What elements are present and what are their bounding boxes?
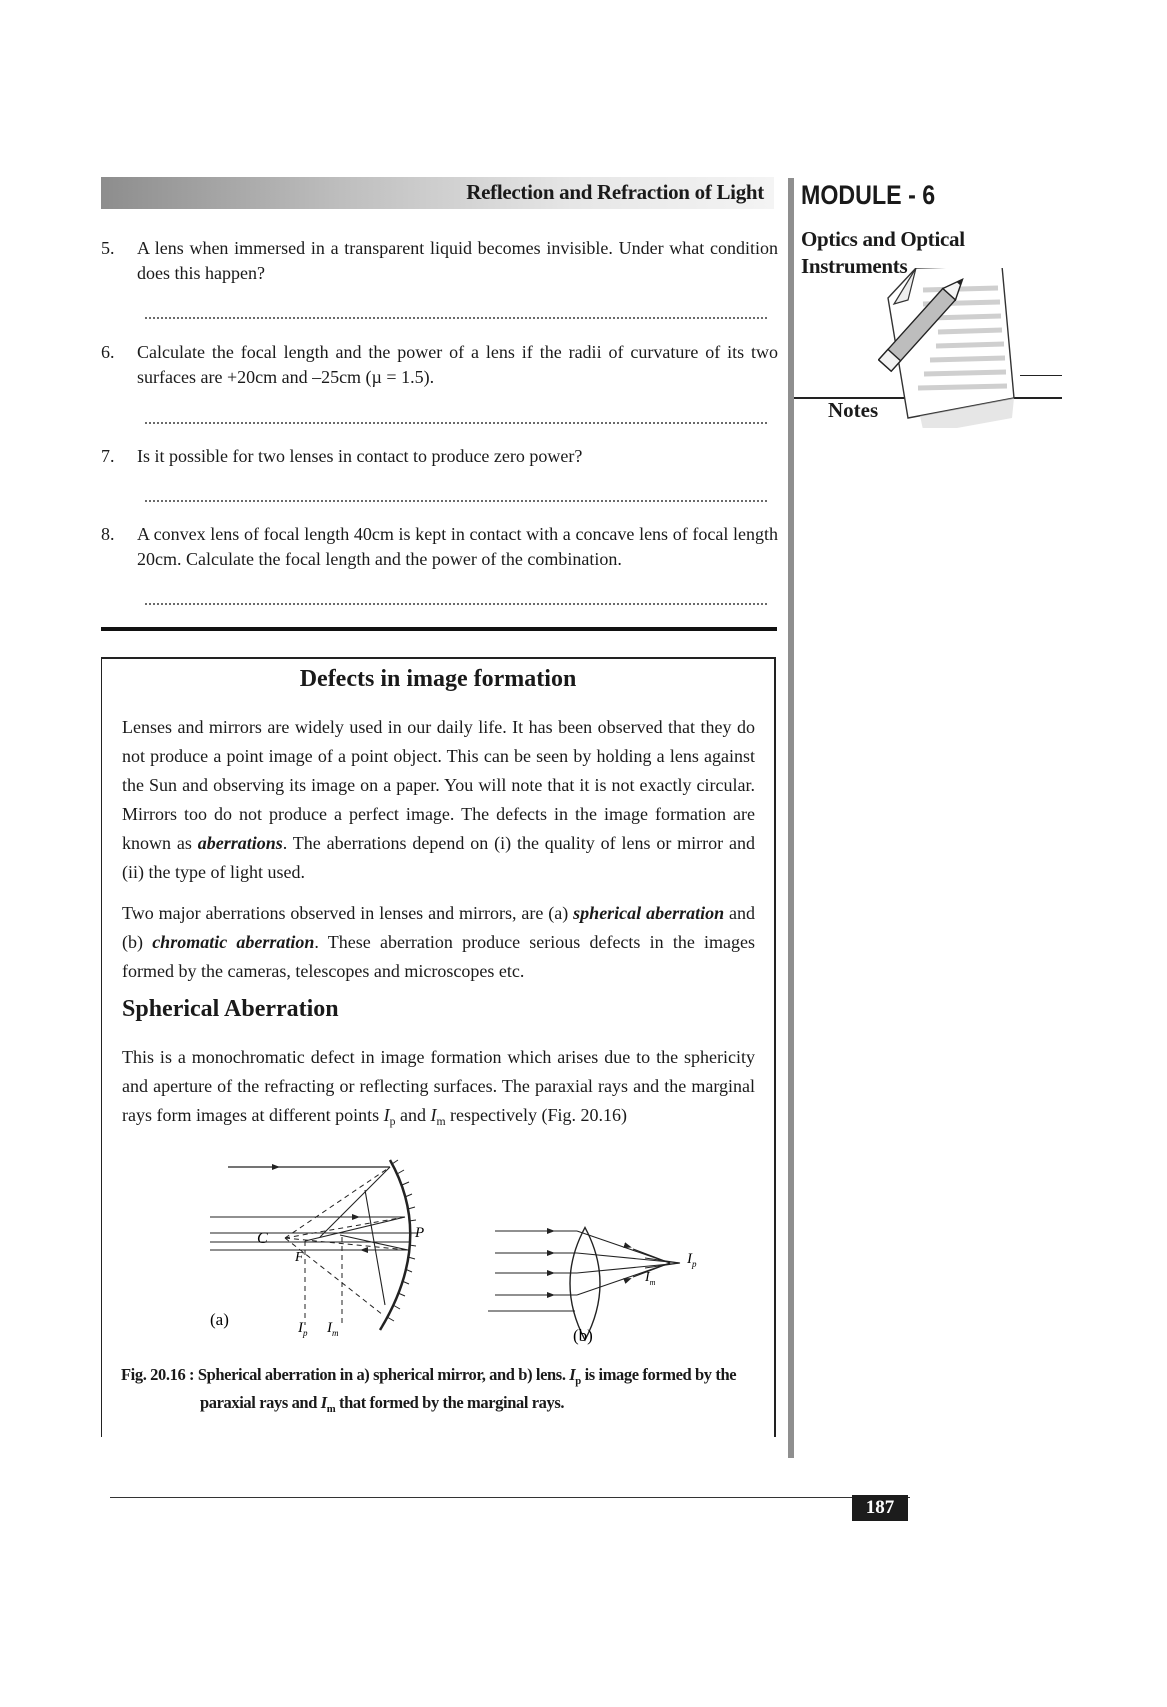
- term-chromatic-aberration: chromatic aberration: [152, 932, 315, 952]
- label-Ip-b: [686, 1251, 697, 1269]
- subscript-p: p: [389, 1115, 396, 1128]
- footer-rule: [110, 1497, 910, 1498]
- subscript-m: m: [326, 1403, 336, 1415]
- caption-text: is image formed by the: [580, 1365, 737, 1384]
- question-number: 6.: [101, 342, 115, 362]
- label-Im-a: [326, 1320, 339, 1338]
- lens-diagram: [488, 1228, 697, 1346]
- symbol-I: I: [320, 1393, 327, 1412]
- paragraph-text: and: [395, 1105, 431, 1125]
- paragraph-text: . The aberrations depend on (i) the quality of lens or mirror and (ii) the type of light used.: [122, 833, 755, 882]
- caption-text: that formed by the marginal rays.: [335, 1393, 565, 1412]
- question-text: A convex lens of focal length 40cm is kept in contact with a concave lens of focal length 20cm. Calculate the focal length and the power of the combination.: [137, 524, 778, 569]
- symbol-I: I: [327, 1320, 332, 1336]
- label-C: C: [257, 1230, 268, 1247]
- question-text: Calculate the focal length and the power of a lens if the radii of curvature of its two surfaces are +20cm and –25cm (µ = 1.5).: [137, 342, 778, 387]
- answer-line: [144, 317, 769, 319]
- figure-caption: [121, 1364, 779, 1420]
- question-8: [101, 522, 778, 572]
- paragraph-types: [122, 899, 755, 986]
- answer-line: [144, 422, 769, 424]
- question-5: [101, 236, 778, 286]
- section-divider: [101, 627, 777, 631]
- subscript-m: m: [436, 1115, 446, 1128]
- margin-divider: [788, 178, 794, 1458]
- aberration-figure: [105, 1145, 765, 1355]
- subscript-m: m: [649, 1278, 656, 1287]
- caption-line-2: [121, 1392, 779, 1420]
- page-number: 187: [852, 1495, 908, 1521]
- section-title: Defects in image formation: [299, 666, 577, 692]
- label-Ip-a: [297, 1320, 308, 1338]
- paragraph-text: respectively (Fig. 20.16): [445, 1105, 628, 1125]
- notes-label: Notes: [828, 398, 879, 422]
- symbol-I: I: [298, 1320, 303, 1336]
- subscript-m: m: [332, 1328, 339, 1338]
- symbol-I: I: [383, 1105, 390, 1125]
- paragraph-aberrations: [122, 713, 755, 887]
- symbol-I: I: [687, 1251, 692, 1267]
- paragraph-text: Two major aberrations observed in lenses and mirrors, are (a): [122, 903, 574, 923]
- caption-text: Fig. 20.16 : Spherical aberration in a) spherical mirror, and b) lens.: [121, 1365, 570, 1384]
- subscript-p: p: [303, 1328, 308, 1338]
- label-a: (a): [210, 1310, 229, 1329]
- question-6: [101, 340, 778, 390]
- question-number: 8.: [101, 524, 115, 544]
- question-7: [101, 444, 778, 469]
- label-P: P: [415, 1225, 425, 1241]
- paragraph-text: Lenses and mirrors are widely used in our daily life. It has been observed that they do not produce a point image of a point object. This can be seen by holding a lens against the Sun and observing its image on a paper. You will note that it is not exactly circular. Mirrors too do not produce a perfect image. The defects in the image formation are known as: [122, 717, 755, 853]
- label-Im-b: [644, 1270, 656, 1287]
- answer-line: [144, 500, 769, 502]
- notes-paper-pencil-icon: [878, 268, 1028, 428]
- paragraph-text: This is a monochromatic defect in image formation which arises due to the sphericity and aperture of the refracting or reflecting surfaces. The paraxial rays and the marginal rays form images at different points: [122, 1047, 755, 1125]
- paragraph-text: and (b): [122, 903, 755, 952]
- module-subtitle: Optics and Optical Instruments: [801, 227, 965, 278]
- chapter-header-band: [101, 177, 774, 209]
- subscript-p: p: [692, 1259, 697, 1269]
- term-aberrations: aberrations: [197, 833, 283, 853]
- paragraph-text: . These aberration produce serious defects in the images formed by the cameras, telescopes and microscopes etc.: [122, 932, 755, 981]
- label-b: (b): [573, 1326, 593, 1345]
- question-text: Is it possible for two lenses in contact to produce zero power?: [137, 446, 583, 466]
- mirror-diagram: [210, 1160, 424, 1338]
- question-number: 7.: [101, 446, 115, 466]
- question-number: 5.: [101, 238, 115, 258]
- caption-text: paraxial rays and: [200, 1393, 321, 1412]
- symbol-I: I: [569, 1365, 576, 1384]
- label-F: F: [295, 1250, 304, 1265]
- module-label: MODULE - 6: [801, 180, 936, 210]
- subheading: Spherical Aberration: [122, 996, 339, 1022]
- symbol-I: I: [645, 1270, 650, 1285]
- term-spherical-aberration: spherical aberration: [573, 903, 725, 923]
- symbol-I: I: [430, 1105, 437, 1125]
- answer-line: [144, 603, 769, 605]
- question-text: A lens when immersed in a transparent liquid becomes invisible. Under what condition does this happen?: [137, 238, 778, 283]
- chapter-title: Reflection and Refraction of Light: [466, 180, 764, 204]
- paragraph-spherical: [122, 1043, 755, 1136]
- subscript-p: p: [575, 1375, 581, 1387]
